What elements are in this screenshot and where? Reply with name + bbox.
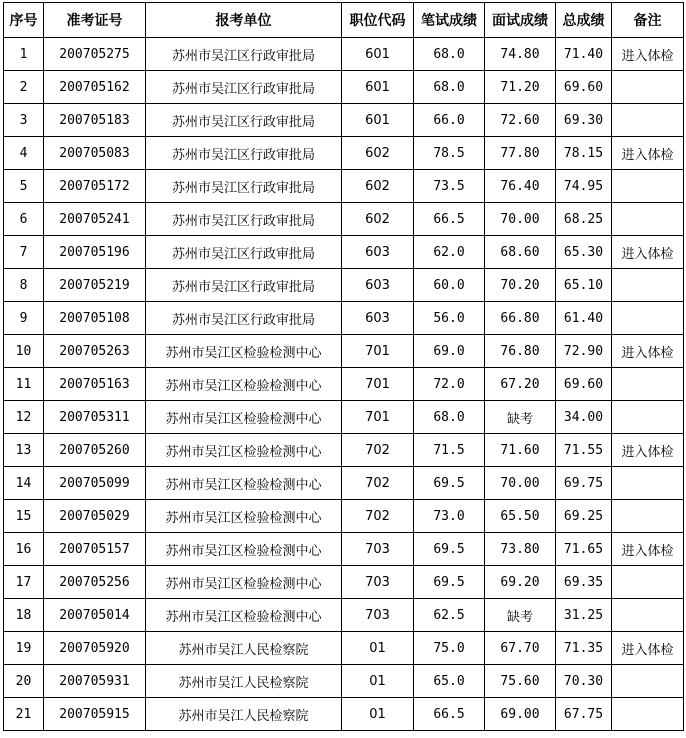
position-code-cell: 601 bbox=[342, 71, 414, 104]
total-score-cell: 65.30 bbox=[556, 236, 612, 269]
table-row bbox=[4, 137, 684, 170]
total-score-cell: 71.65 bbox=[556, 533, 612, 566]
exam-id-cell: 200705157 bbox=[44, 533, 146, 566]
written-score-cell: 68.0 bbox=[414, 401, 485, 434]
position-code-cell: 702 bbox=[342, 434, 414, 467]
position-code-cell: 01 bbox=[342, 665, 414, 698]
table-body bbox=[4, 38, 684, 731]
exam-id-cell: 200705014 bbox=[44, 599, 146, 632]
seq-cell: 17 bbox=[4, 566, 44, 599]
remark-cell bbox=[612, 599, 684, 632]
results-table bbox=[3, 2, 684, 731]
remark-cell bbox=[612, 302, 684, 335]
interview-score-cell: 71.60 bbox=[485, 434, 556, 467]
table-row bbox=[4, 104, 684, 137]
seq-cell: 4 bbox=[4, 137, 44, 170]
table-row bbox=[4, 368, 684, 401]
written-score-cell: 66.5 bbox=[414, 698, 485, 731]
written-score-cell: 65.0 bbox=[414, 665, 485, 698]
seq-cell: 14 bbox=[4, 467, 44, 500]
position-code-cell: 602 bbox=[342, 137, 414, 170]
table-row bbox=[4, 500, 684, 533]
unit-cell: 苏州市吴江区行政审批局 bbox=[146, 137, 342, 170]
seq-cell: 11 bbox=[4, 368, 44, 401]
exam-id-cell: 200705196 bbox=[44, 236, 146, 269]
exam-id-cell: 200705260 bbox=[44, 434, 146, 467]
table-row bbox=[4, 632, 684, 665]
seq-cell: 8 bbox=[4, 269, 44, 302]
unit-cell: 苏州市吴江区行政审批局 bbox=[146, 71, 342, 104]
table-row bbox=[4, 269, 684, 302]
table-row bbox=[4, 170, 684, 203]
exam-id-cell: 200705183 bbox=[44, 104, 146, 137]
exam-id-cell: 200705029 bbox=[44, 500, 146, 533]
written-score-cell: 69.5 bbox=[414, 566, 485, 599]
seq-cell: 6 bbox=[4, 203, 44, 236]
position-code-cell: 701 bbox=[342, 335, 414, 368]
total-score-cell: 74.95 bbox=[556, 170, 612, 203]
position-code-cell: 703 bbox=[342, 533, 414, 566]
total-score-cell: 69.30 bbox=[556, 104, 612, 137]
header-written-score: 笔试成绩 bbox=[414, 3, 485, 38]
written-score-cell: 73.0 bbox=[414, 500, 485, 533]
total-score-cell: 65.10 bbox=[556, 269, 612, 302]
position-code-cell: 703 bbox=[342, 599, 414, 632]
position-code-cell: 601 bbox=[342, 104, 414, 137]
seq-cell: 13 bbox=[4, 434, 44, 467]
written-score-cell: 62.0 bbox=[414, 236, 485, 269]
remark-cell bbox=[612, 467, 684, 500]
exam-id-cell: 200705219 bbox=[44, 269, 146, 302]
interview-score-cell: 67.70 bbox=[485, 632, 556, 665]
written-score-cell: 56.0 bbox=[414, 302, 485, 335]
remark-cell: 进入体检 bbox=[612, 335, 684, 368]
written-score-cell: 66.5 bbox=[414, 203, 485, 236]
position-code-cell: 702 bbox=[342, 500, 414, 533]
seq-cell: 1 bbox=[4, 38, 44, 71]
unit-cell: 苏州市吴江区检验检测中心 bbox=[146, 500, 342, 533]
written-score-cell: 69.0 bbox=[414, 335, 485, 368]
position-code-cell: 703 bbox=[342, 566, 414, 599]
remark-cell: 进入体检 bbox=[612, 533, 684, 566]
remark-cell bbox=[612, 170, 684, 203]
position-code-cell: 701 bbox=[342, 401, 414, 434]
unit-cell: 苏州市吴江区行政审批局 bbox=[146, 170, 342, 203]
interview-score-cell: 76.40 bbox=[485, 170, 556, 203]
written-score-cell: 66.0 bbox=[414, 104, 485, 137]
unit-cell: 苏州市吴江人民检察院 bbox=[146, 632, 342, 665]
exam-id-cell: 200705083 bbox=[44, 137, 146, 170]
table-row bbox=[4, 401, 684, 434]
remark-cell bbox=[612, 368, 684, 401]
interview-score-cell: 70.20 bbox=[485, 269, 556, 302]
remark-cell: 进入体检 bbox=[612, 137, 684, 170]
position-code-cell: 602 bbox=[342, 170, 414, 203]
written-score-cell: 72.0 bbox=[414, 368, 485, 401]
written-score-cell: 62.5 bbox=[414, 599, 485, 632]
table-row bbox=[4, 566, 684, 599]
remark-cell: 进入体检 bbox=[612, 632, 684, 665]
unit-cell: 苏州市吴江区检验检测中心 bbox=[146, 467, 342, 500]
interview-score-cell: 71.20 bbox=[485, 71, 556, 104]
written-score-cell: 69.5 bbox=[414, 533, 485, 566]
interview-score-cell: 76.80 bbox=[485, 335, 556, 368]
unit-cell: 苏州市吴江区检验检测中心 bbox=[146, 599, 342, 632]
unit-cell: 苏州市吴江区检验检测中心 bbox=[146, 434, 342, 467]
interview-score-cell: 70.00 bbox=[485, 203, 556, 236]
exam-id-cell: 200705108 bbox=[44, 302, 146, 335]
written-score-cell: 68.0 bbox=[414, 71, 485, 104]
unit-cell: 苏州市吴江区检验检测中心 bbox=[146, 335, 342, 368]
interview-score-cell: 66.80 bbox=[485, 302, 556, 335]
total-score-cell: 72.90 bbox=[556, 335, 612, 368]
unit-cell: 苏州市吴江区行政审批局 bbox=[146, 203, 342, 236]
seq-cell: 19 bbox=[4, 632, 44, 665]
header-seq: 序号 bbox=[4, 3, 44, 38]
remark-cell bbox=[612, 401, 684, 434]
table-row bbox=[4, 335, 684, 368]
total-score-cell: 68.25 bbox=[556, 203, 612, 236]
written-score-cell: 75.0 bbox=[414, 632, 485, 665]
written-score-cell: 60.0 bbox=[414, 269, 485, 302]
exam-id-cell: 200705311 bbox=[44, 401, 146, 434]
exam-id-cell: 200705256 bbox=[44, 566, 146, 599]
total-score-cell: 61.40 bbox=[556, 302, 612, 335]
exam-id-cell: 200705275 bbox=[44, 38, 146, 71]
exam-id-cell: 200705915 bbox=[44, 698, 146, 731]
seq-cell: 7 bbox=[4, 236, 44, 269]
interview-score-cell: 70.00 bbox=[485, 467, 556, 500]
total-score-cell: 71.35 bbox=[556, 632, 612, 665]
total-score-cell: 69.60 bbox=[556, 71, 612, 104]
header-row bbox=[4, 3, 684, 38]
unit-cell: 苏州市吴江区行政审批局 bbox=[146, 236, 342, 269]
written-score-cell: 68.0 bbox=[414, 38, 485, 71]
interview-score-cell: 67.20 bbox=[485, 368, 556, 401]
remark-cell bbox=[612, 269, 684, 302]
written-score-cell: 73.5 bbox=[414, 170, 485, 203]
interview-score-cell: 69.20 bbox=[485, 566, 556, 599]
remark-cell bbox=[612, 203, 684, 236]
total-score-cell: 69.60 bbox=[556, 368, 612, 401]
exam-id-cell: 200705263 bbox=[44, 335, 146, 368]
interview-score-cell: 72.60 bbox=[485, 104, 556, 137]
interview-score-cell: 缺考 bbox=[485, 599, 556, 632]
exam-id-cell: 200705920 bbox=[44, 632, 146, 665]
table-row bbox=[4, 203, 684, 236]
table-row bbox=[4, 599, 684, 632]
remark-cell bbox=[612, 665, 684, 698]
interview-score-cell: 缺考 bbox=[485, 401, 556, 434]
table-row bbox=[4, 38, 684, 71]
exam-id-cell: 200705241 bbox=[44, 203, 146, 236]
unit-cell: 苏州市吴江区检验检测中心 bbox=[146, 566, 342, 599]
total-score-cell: 69.75 bbox=[556, 467, 612, 500]
remark-cell: 进入体检 bbox=[612, 236, 684, 269]
position-code-cell: 603 bbox=[342, 302, 414, 335]
position-code-cell: 603 bbox=[342, 269, 414, 302]
total-score-cell: 67.75 bbox=[556, 698, 612, 731]
unit-cell: 苏州市吴江区行政审批局 bbox=[146, 38, 342, 71]
header-interview-score: 面试成绩 bbox=[485, 3, 556, 38]
remark-cell bbox=[612, 71, 684, 104]
seq-cell: 16 bbox=[4, 533, 44, 566]
written-score-cell: 69.5 bbox=[414, 467, 485, 500]
table-row bbox=[4, 236, 684, 269]
table-row bbox=[4, 698, 684, 731]
total-score-cell: 71.55 bbox=[556, 434, 612, 467]
header-exam-id: 准考证号 bbox=[44, 3, 146, 38]
remark-cell bbox=[612, 566, 684, 599]
table-row bbox=[4, 302, 684, 335]
interview-score-cell: 69.00 bbox=[485, 698, 556, 731]
written-score-cell: 71.5 bbox=[414, 434, 485, 467]
total-score-cell: 69.35 bbox=[556, 566, 612, 599]
header-remark: 备注 bbox=[612, 3, 684, 38]
unit-cell: 苏州市吴江区行政审批局 bbox=[146, 302, 342, 335]
unit-cell: 苏州市吴江人民检察院 bbox=[146, 698, 342, 731]
position-code-cell: 01 bbox=[342, 698, 414, 731]
table-row bbox=[4, 665, 684, 698]
seq-cell: 2 bbox=[4, 71, 44, 104]
table-header bbox=[4, 3, 684, 38]
total-score-cell: 69.25 bbox=[556, 500, 612, 533]
position-code-cell: 603 bbox=[342, 236, 414, 269]
table-row bbox=[4, 434, 684, 467]
total-score-cell: 71.40 bbox=[556, 38, 612, 71]
header-total-score: 总成绩 bbox=[556, 3, 612, 38]
seq-cell: 18 bbox=[4, 599, 44, 632]
seq-cell: 9 bbox=[4, 302, 44, 335]
unit-cell: 苏州市吴江区行政审批局 bbox=[146, 269, 342, 302]
table-row bbox=[4, 533, 684, 566]
interview-score-cell: 74.80 bbox=[485, 38, 556, 71]
remark-cell bbox=[612, 104, 684, 137]
interview-score-cell: 73.80 bbox=[485, 533, 556, 566]
exam-id-cell: 200705172 bbox=[44, 170, 146, 203]
seq-cell: 12 bbox=[4, 401, 44, 434]
interview-score-cell: 68.60 bbox=[485, 236, 556, 269]
position-code-cell: 701 bbox=[342, 368, 414, 401]
table-row bbox=[4, 71, 684, 104]
seq-cell: 10 bbox=[4, 335, 44, 368]
table-row bbox=[4, 467, 684, 500]
interview-score-cell: 77.80 bbox=[485, 137, 556, 170]
interview-score-cell: 65.50 bbox=[485, 500, 556, 533]
header-position-code: 职位代码 bbox=[342, 3, 414, 38]
exam-id-cell: 200705162 bbox=[44, 71, 146, 104]
remark-cell: 进入体检 bbox=[612, 434, 684, 467]
seq-cell: 3 bbox=[4, 104, 44, 137]
position-code-cell: 602 bbox=[342, 203, 414, 236]
position-code-cell: 601 bbox=[342, 38, 414, 71]
remark-cell bbox=[612, 698, 684, 731]
exam-id-cell: 200705099 bbox=[44, 467, 146, 500]
remark-cell bbox=[612, 500, 684, 533]
seq-cell: 21 bbox=[4, 698, 44, 731]
header-unit: 报考单位 bbox=[146, 3, 342, 38]
seq-cell: 5 bbox=[4, 170, 44, 203]
seq-cell: 15 bbox=[4, 500, 44, 533]
exam-id-cell: 200705163 bbox=[44, 368, 146, 401]
total-score-cell: 70.30 bbox=[556, 665, 612, 698]
unit-cell: 苏州市吴江区行政审批局 bbox=[146, 104, 342, 137]
interview-score-cell: 75.60 bbox=[485, 665, 556, 698]
unit-cell: 苏州市吴江区检验检测中心 bbox=[146, 368, 342, 401]
total-score-cell: 31.25 bbox=[556, 599, 612, 632]
total-score-cell: 34.00 bbox=[556, 401, 612, 434]
unit-cell: 苏州市吴江区检验检测中心 bbox=[146, 533, 342, 566]
total-score-cell: 78.15 bbox=[556, 137, 612, 170]
remark-cell: 进入体检 bbox=[612, 38, 684, 71]
position-code-cell: 01 bbox=[342, 632, 414, 665]
unit-cell: 苏州市吴江人民检察院 bbox=[146, 665, 342, 698]
written-score-cell: 78.5 bbox=[414, 137, 485, 170]
exam-id-cell: 200705931 bbox=[44, 665, 146, 698]
unit-cell: 苏州市吴江区检验检测中心 bbox=[146, 401, 342, 434]
position-code-cell: 702 bbox=[342, 467, 414, 500]
seq-cell: 20 bbox=[4, 665, 44, 698]
